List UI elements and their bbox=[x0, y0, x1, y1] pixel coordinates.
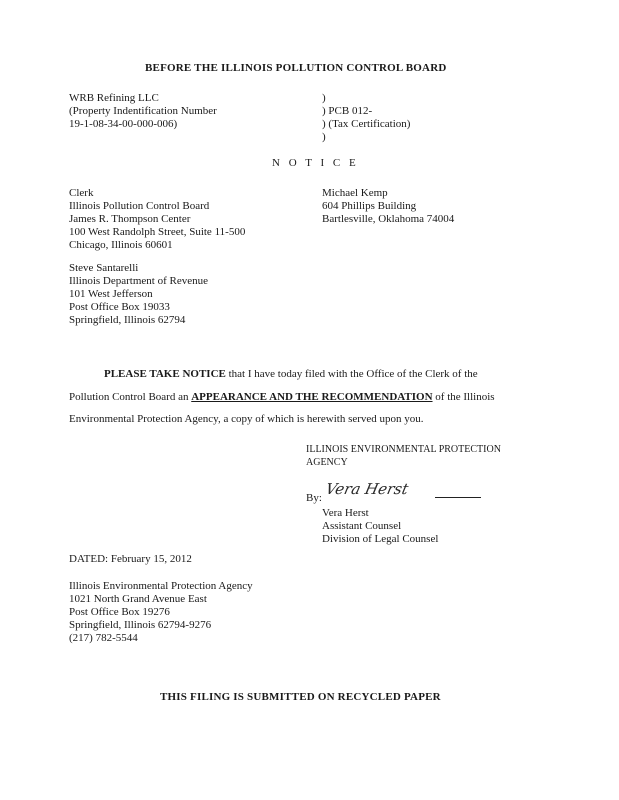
recipient-clerk-address bbox=[69, 187, 245, 252]
notice-heading: N O T I C E bbox=[272, 157, 359, 169]
address-line: 1021 North Grand Avenue East bbox=[69, 593, 207, 605]
address-line: 604 Phillips Building bbox=[322, 200, 417, 212]
notice-lead: PLEASE TAKE NOTICE bbox=[104, 368, 226, 380]
address-line: Bartlesville, Oklahoma 74004 bbox=[322, 213, 455, 225]
notice-text: that I have today filed with the Office of the Clerk of the bbox=[225, 368, 478, 380]
signatory-name: Vera Herst bbox=[322, 507, 369, 519]
address-line: Illinois Environmental Protection Agency bbox=[69, 580, 253, 592]
address-line: Springfield, Illinois 62794-9276 bbox=[69, 619, 212, 631]
address-line: Clerk bbox=[69, 187, 94, 199]
caption-line: 19-1-08-34-00-000-006) bbox=[69, 118, 178, 130]
dated-line: DATED: February 15, 2012 bbox=[69, 553, 192, 565]
notice-text: of the Illinois bbox=[432, 391, 495, 403]
address-line: (217) 782-5544 bbox=[69, 632, 138, 644]
signatory-title: Assistant Counsel bbox=[322, 520, 402, 532]
address-line: James R. Thompson Center bbox=[69, 213, 191, 225]
notice-body-line-2 bbox=[69, 390, 495, 404]
document-title: BEFORE THE ILLINOIS POLLUTION CONTROL BOARD bbox=[145, 62, 447, 74]
agency-signature-block bbox=[306, 443, 501, 469]
address-line: Illinois Department of Revenue bbox=[69, 275, 208, 287]
notice-body-line-1 bbox=[104, 367, 478, 381]
handwritten-signature: Vera Herst bbox=[324, 480, 410, 498]
caption-line: WRB Refining LLC bbox=[69, 92, 159, 104]
recipient-kemp-address bbox=[322, 187, 454, 226]
agency-address bbox=[69, 580, 253, 645]
notice-text: Pollution Control Board an bbox=[69, 391, 192, 403]
caption-line: (Property Indentification Number bbox=[69, 105, 217, 117]
caption-line: ) PCB 012- bbox=[322, 105, 373, 117]
signature-line bbox=[435, 497, 481, 498]
agency-line: ILLINOIS ENVIRONMENTAL PROTECTION bbox=[306, 444, 501, 455]
address-line: 100 West Randolph Street, Suite 11-500 bbox=[69, 226, 246, 238]
address-line: Chicago, Illinois 60601 bbox=[69, 239, 173, 251]
case-caption-number bbox=[322, 92, 410, 144]
recycled-paper-footer: THIS FILING IS SUBMITTED ON RECYCLED PAPER bbox=[160, 691, 441, 703]
caption-line: ) bbox=[322, 92, 326, 104]
case-caption-party bbox=[69, 92, 217, 131]
address-line: Steve Santarelli bbox=[69, 262, 139, 274]
address-line: Michael Kemp bbox=[322, 187, 388, 199]
agency-line: AGENCY bbox=[306, 457, 348, 468]
signatory-block bbox=[322, 507, 438, 546]
address-line: Post Office Box 19033 bbox=[69, 301, 170, 313]
caption-line: ) bbox=[322, 131, 326, 143]
address-line: 101 West Jefferson bbox=[69, 288, 153, 300]
caption-line: ) (Tax Certification) bbox=[322, 118, 411, 130]
by-label: By: bbox=[306, 492, 322, 504]
filing-title: APPEARANCE AND THE RECOMMENDATION bbox=[191, 391, 433, 403]
signatory-division: Division of Legal Counsel bbox=[322, 533, 439, 545]
notice-body-line-3: Environmental Protection Agency, a copy of which is herewith served upon you. bbox=[69, 413, 424, 425]
address-line: Illinois Pollution Control Board bbox=[69, 200, 210, 212]
address-line: Springfield, Illinois 62794 bbox=[69, 314, 186, 326]
address-line: Post Office Box 19276 bbox=[69, 606, 170, 618]
recipient-revenue-address bbox=[69, 262, 208, 327]
